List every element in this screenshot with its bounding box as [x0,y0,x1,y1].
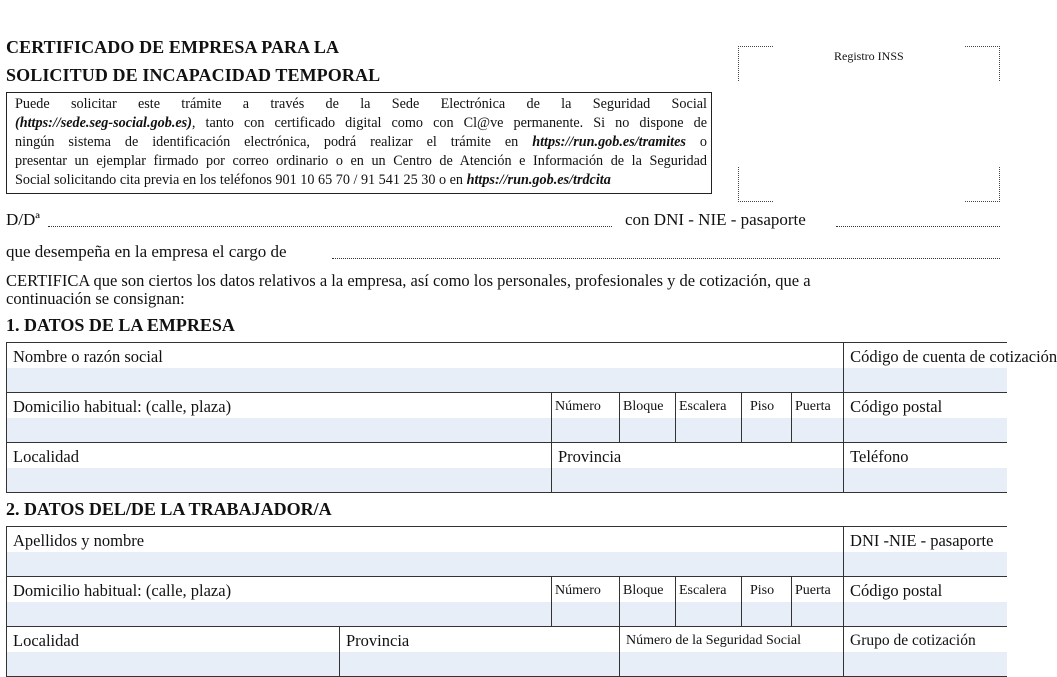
worker-door-label: Puerta [792,577,843,602]
company-stair-cell[interactable] [676,393,742,443]
section2-title: 2. DATOS DEL/DE LA TRABAJADOR/A [6,499,332,519]
worker-postal-label: Código postal [844,577,1007,602]
account-code-label: Código de cuenta de cotización [844,343,1007,368]
worker-number-label: Número [552,577,619,602]
dni-label: con DNI - NIE - pasaporte [625,210,806,229]
account-code-field[interactable] [844,368,1007,392]
company-door-field[interactable] [792,418,843,442]
company-address-label: Domicilio habitual: (calle, plaza) [7,393,551,418]
company-door-label: Puerta [792,393,843,418]
worker-door-field[interactable] [792,602,843,626]
company-name-label: Nombre o razón social [7,343,843,368]
worker-block-label: Bloque [620,577,675,602]
company-floor-cell[interactable] [742,393,792,443]
worker-floor-cell[interactable] [742,577,792,627]
company-stair-field[interactable] [676,418,741,442]
company-floor-label: Piso [742,393,791,418]
worker-dni-label: DNI -NIE - pasaporte [844,527,1007,552]
company-data-table [6,342,1057,493]
worker-door-cell[interactable] [792,577,844,627]
info-line-4: presentar un ejemplar firmado por correo ordinario o en un Centro de Atención e Información de la Seguridad [15,153,707,169]
worker-nss-field[interactable] [620,652,843,676]
worker-province-label: Provincia [340,627,619,652]
company-floor-field[interactable] [742,418,791,442]
worker-address-cell[interactable] [7,577,552,627]
cargo-field[interactable] [332,258,1000,259]
company-door-cell[interactable] [792,393,844,443]
sede-link[interactable]: (https://sede.seg-social.gob.es) [15,115,192,131]
trdcita-link[interactable]: https://run.gob.es/trdcita [466,172,611,188]
worker-group-cell[interactable] [844,627,1007,677]
worker-province-field[interactable] [340,652,619,676]
worker-stair-field[interactable] [676,602,741,626]
worker-address-field[interactable] [7,602,551,626]
info-line-2: (https://sede.seg-social.gob.es), tanto con certificado digital como con Cl@ve permanente. Si no dispone de [15,115,707,131]
company-block-cell[interactable] [620,393,676,443]
worker-floor-field[interactable] [742,602,791,626]
dni-field[interactable] [836,226,1000,227]
worker-postal-cell[interactable] [844,577,1007,627]
worker-city-label: Localidad [7,627,339,652]
worker-stair-label: Escalera [676,577,741,602]
worker-name-label: Apellidos y nombre [7,527,843,552]
worker-postal-field[interactable] [844,602,1007,626]
worker-province-cell[interactable] [340,627,620,677]
worker-number-cell[interactable] [552,577,620,627]
company-phone-label: Teléfono [844,443,1007,468]
company-stair-label: Escalera [676,393,741,418]
worker-dni-field[interactable] [844,552,1007,576]
info-line-5: Social solicitando cita previa en los teléfonos 901 10 65 70 / 91 541 25 30 o en https://run.gob.es/trdcita [15,172,611,188]
info-line-3: ningún sistema de identificación electrónica, podrá realizar el trámite en https://run.gob.es/tramites o [15,134,707,150]
worker-data-table [6,526,1007,677]
form-title-line1: CERTIFICADO DE EMPRESA PARA LA [6,37,340,57]
worker-nss-cell[interactable] [620,627,844,677]
company-province-field[interactable] [552,468,843,492]
worker-group-field[interactable] [844,652,1007,676]
company-name-cell[interactable] [7,343,844,393]
worker-block-field[interactable] [620,602,675,626]
tramites-link[interactable]: https://run.gob.es/tramites [532,134,686,150]
worker-city-field[interactable] [7,652,339,676]
company-number-field[interactable] [552,418,619,442]
company-postal-label: Código postal [844,393,1007,418]
worker-group-label: Grupo de cotización [844,627,1007,652]
registro-label: Registro INSS [834,49,904,63]
company-block-label: Bloque [620,393,675,418]
form-title-line2: SOLICITUD DE INCAPACIDAD TEMPORAL [6,65,381,85]
company-phone-field[interactable] [844,468,1007,492]
worker-name-cell[interactable] [7,527,844,577]
company-province-label: Provincia [552,443,843,468]
company-address-field[interactable] [7,418,551,442]
company-address-cell[interactable] [7,393,552,443]
certifica-line-1: CERTIFICA que son ciertos los datos relativos a la empresa, así como los personales, profesionales y de cotización, que a [6,271,811,290]
worker-city-cell[interactable] [7,627,340,677]
company-city-cell[interactable] [7,443,552,493]
worker-address-label: Domicilio habitual: (calle, plaza) [7,577,551,602]
certifica-line-2: continuación se consignan: [6,289,185,308]
company-phone-cell[interactable] [844,443,1007,493]
company-block-field[interactable] [620,418,675,442]
info-box [6,92,712,194]
worker-number-field[interactable] [552,602,619,626]
company-postal-cell[interactable] [844,393,1007,443]
company-city-field[interactable] [7,468,551,492]
company-name-field[interactable] [7,368,843,392]
company-city-label: Localidad [7,443,551,468]
cargo-label: que desempeña en la empresa el cargo de [6,242,287,261]
account-code-cell[interactable] [844,343,1057,393]
company-number-cell[interactable] [552,393,620,443]
dd-label: D/Dª [6,210,40,229]
worker-name-field[interactable] [7,552,843,576]
worker-dni-cell[interactable] [844,527,1007,577]
section1-title: 1. DATOS DE LA EMPRESA [6,315,235,335]
registro-stamp-area [738,46,1000,202]
company-number-label: Número [552,393,619,418]
info-line-1: Puede solicitar este trámite a través de la Sede Electrónica de la Seguridad Social [15,96,707,112]
worker-stair-cell[interactable] [676,577,742,627]
worker-floor-label: Piso [742,577,791,602]
company-postal-field[interactable] [844,418,1007,442]
company-province-cell[interactable] [552,443,844,493]
dd-name-field[interactable] [48,226,612,227]
worker-nss-label: Número de la Seguridad Social [620,627,843,652]
worker-block-cell[interactable] [620,577,676,627]
